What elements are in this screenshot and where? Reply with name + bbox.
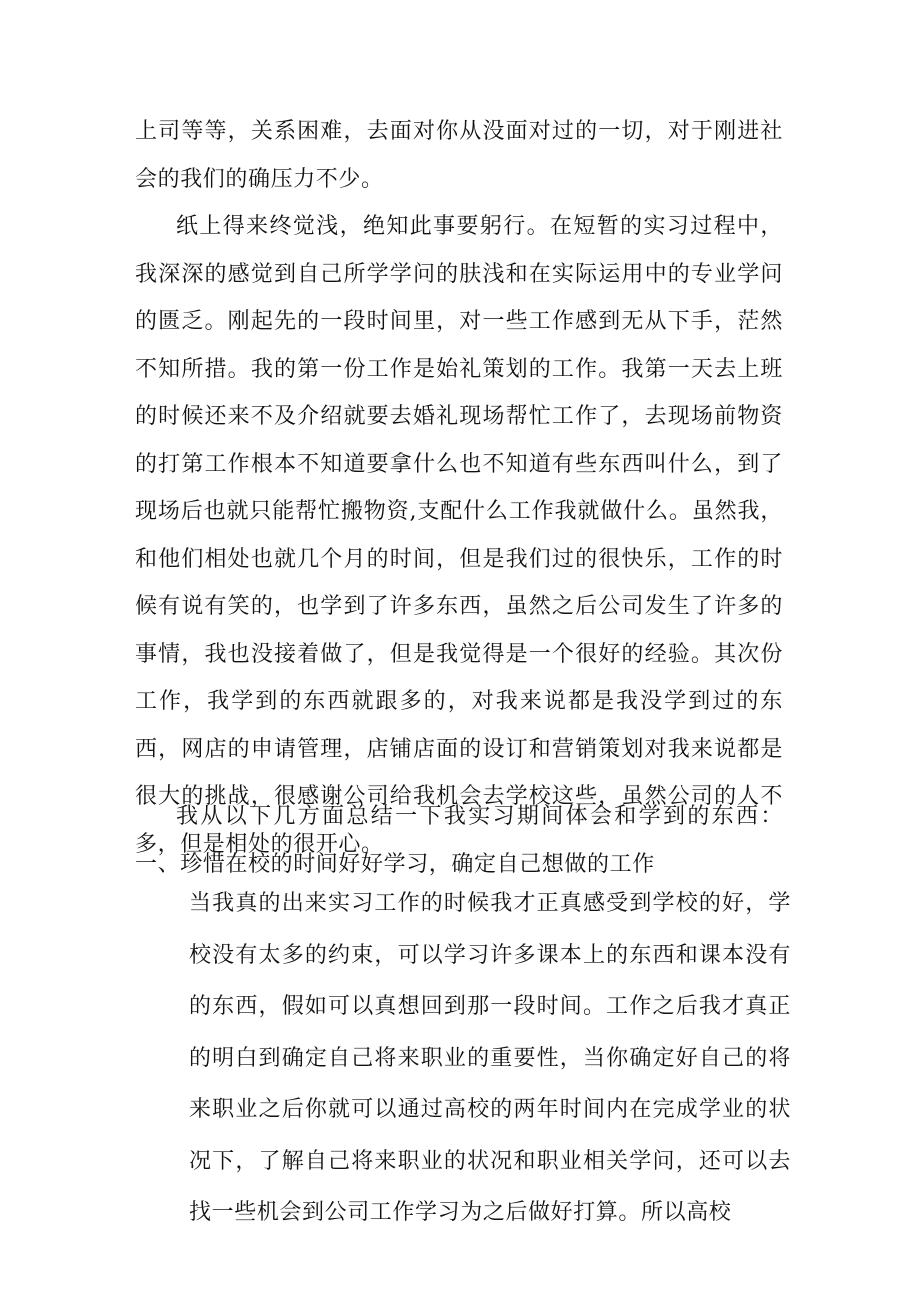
paragraph-continuation: 上司等等，关系困难，去面对你从没面对过的一切，对于刚进社会的我们的确压力不少。 [135,119,783,192]
paragraph-cherish-school-time: 当我真的出来实习工作的时候我才正真感受到学校的好，学校没有太多的约束，可以学习许多课本上的东西和课本没有的东西，假如可以真想回到那一段时间。工作之后我才真正的明白到确定自己将来职业的重要性，当你确定好自己的将来职业之后你就可以通过高校的两年时间内在完成学业的状况下，了解自己将来职业的状况和职业相关学问，还可以去找一些机会到公司工作学习为之后做好打算。所以高校 [189,891,791,1225]
paragraph-internship-experience: 纸上得来终觉浅，绝知此事要躬行。在短暂的实习过程中，我深深的感觉到自己所学学问的肤浅和在实际运用中的专业学问的匮乏。刚起先的一段时间里，对一些工作感到无从下手，茫然不知所措。我的第一份工作是始礼策划的工作。我第一天去上班的时候还来不及介绍就要去婚礼现场帮忙工作了，去现场前物资的打第工作根本不知道要拿什么也不知道有些东西叫什么，到了现场后也就只能帮忙搬物资,支配什么工作我就做什么。虽然我，和他们相处也就几个月的时间，但是我们过的很快乐，工作的时候有说有笑的，也学到了许多东西，虽然之后公司发生了许多的事情，我也没接着做了，但是我觉得是一个很好的经验。其次份工作，我学到的东西就跟多的，对我来说都是我没学到过的东西，网店的申请管理，店铺店面的设订和营销策划对我来说都是很大的挑战，很感谢公司给我机会去学校这些，虽然公司的人不多，但是相处的很开心。 [135,214,783,857]
paragraph-summary-intro: 我从以下几方面总结一下我实习期间体会和学到的东西：一、珍惜在校的时间好好学习，确定自己想做的工作 [135,804,783,877]
